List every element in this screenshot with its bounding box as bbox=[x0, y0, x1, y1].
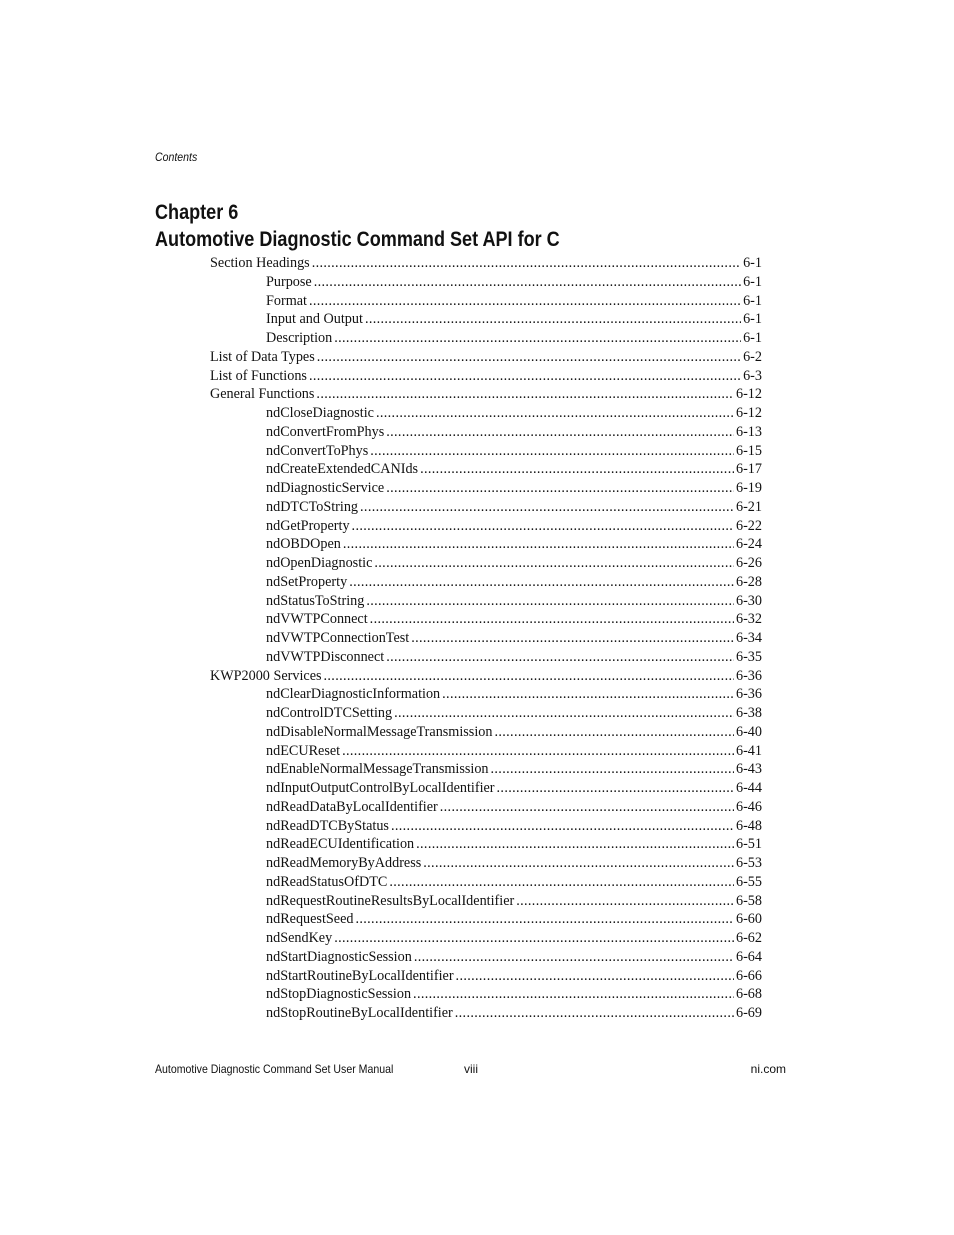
toc-entry-page: 6-2 bbox=[743, 348, 762, 365]
toc-entry-title: ndReadDTCByStatus bbox=[266, 817, 389, 834]
toc-entry-page: 6-64 bbox=[735, 948, 762, 965]
toc-entry-page: 6-12 bbox=[735, 405, 762, 421]
toc-entry-page: 6-36 bbox=[735, 667, 762, 684]
toc-entry-title: ndRequestRoutineResultsByLocalIdentifier bbox=[266, 892, 515, 909]
toc-dot-leader bbox=[365, 310, 741, 328]
toc-entry[interactable] bbox=[266, 910, 762, 928]
toc-entry[interactable] bbox=[266, 273, 762, 291]
toc-entry-title: ndRequestSeed bbox=[266, 911, 354, 928]
toc-entry-title: ndReadStatusOfDTC bbox=[266, 873, 388, 890]
toc-entry[interactable] bbox=[266, 892, 762, 910]
toc-entry-page: 6-17 bbox=[735, 461, 762, 478]
toc-dot-leader bbox=[370, 610, 734, 628]
toc-entry[interactable] bbox=[266, 423, 762, 441]
toc-dot-leader bbox=[497, 779, 734, 797]
toc-entry-title: ndGetProperty bbox=[266, 517, 350, 534]
toc-dot-leader bbox=[391, 817, 734, 835]
toc-entry[interactable] bbox=[266, 629, 762, 647]
toc-dot-leader bbox=[516, 892, 734, 910]
toc-entry-page: 6-28 bbox=[735, 573, 762, 590]
toc-entry[interactable] bbox=[266, 835, 762, 853]
toc-entry-title: ndVWTPConnectionTest bbox=[266, 630, 410, 646]
toc-entry-title: ndStartRoutineByLocalIdentifier bbox=[266, 967, 454, 984]
toc-entry-page: 6-44 bbox=[735, 780, 762, 796]
toc-dot-leader bbox=[309, 367, 741, 385]
toc-dot-leader bbox=[423, 854, 734, 872]
toc-entry-title: ndOBDOpen bbox=[266, 536, 341, 553]
toc-entry[interactable] bbox=[210, 385, 762, 403]
toc-entry-title: ndStatusToString bbox=[266, 592, 365, 609]
toc-entry-page: 6-46 bbox=[735, 798, 762, 815]
toc-entry-page: 6-26 bbox=[735, 555, 762, 571]
toc-entry-title: Format bbox=[266, 292, 307, 309]
toc-entry[interactable] bbox=[266, 554, 762, 572]
toc-dot-leader bbox=[456, 967, 734, 985]
toc-entry-page: 6-19 bbox=[735, 480, 762, 496]
toc-entry-page: 6-48 bbox=[735, 817, 762, 834]
toc-entry-page: 6-1 bbox=[743, 330, 762, 346]
toc-entry[interactable] bbox=[266, 798, 762, 816]
toc-entry[interactable] bbox=[266, 535, 762, 553]
toc-entry-page: 6-30 bbox=[735, 592, 762, 609]
toc-dot-leader bbox=[374, 554, 734, 572]
toc-entry-title: ndCloseDiagnostic bbox=[266, 405, 374, 421]
toc-entry-title: ndReadECUIdentification bbox=[266, 836, 415, 853]
toc-entry-page: 6-1 bbox=[743, 292, 762, 309]
toc-entry-page: 6-51 bbox=[735, 836, 762, 853]
toc-entry[interactable] bbox=[210, 367, 762, 385]
toc-entry-page: 6-66 bbox=[735, 967, 762, 984]
toc-entry-title: ndInputOutputControlByLocalIdentifier bbox=[266, 780, 495, 796]
running-header: Contents bbox=[155, 150, 198, 164]
toc-entry[interactable] bbox=[210, 667, 762, 685]
toc-entry[interactable] bbox=[266, 723, 762, 741]
toc-entry-page: 6-36 bbox=[735, 686, 762, 703]
toc-entry-title: Description bbox=[266, 330, 333, 346]
toc-entry-title: ndConvertFromPhys bbox=[266, 423, 385, 440]
toc-dot-leader bbox=[343, 535, 734, 553]
toc-dot-leader bbox=[389, 873, 734, 891]
toc-entry-page: 6-15 bbox=[735, 442, 762, 459]
toc-dot-leader bbox=[334, 329, 741, 347]
toc-dot-leader bbox=[414, 948, 734, 966]
toc-entry-page: 6-38 bbox=[735, 705, 762, 721]
toc-dot-leader bbox=[376, 404, 734, 422]
toc-entry-page: 6-21 bbox=[735, 498, 762, 515]
toc-entry-page: 6-34 bbox=[735, 630, 762, 646]
toc-entry-title: Section Headings bbox=[210, 255, 310, 271]
toc-entry[interactable] bbox=[266, 404, 762, 422]
toc-entry-page: 6-60 bbox=[735, 911, 762, 928]
toc-entry-title: KWP2000 Services bbox=[210, 667, 322, 684]
chapter-title bbox=[155, 199, 560, 253]
toc-entry-title: Input and Output bbox=[266, 311, 363, 328]
toc-entry-title: ndOpenDiagnostic bbox=[266, 555, 373, 571]
toc-entry[interactable] bbox=[266, 742, 762, 760]
toc-entry[interactable] bbox=[266, 648, 762, 666]
toc-entry-page: 6-22 bbox=[735, 517, 762, 534]
toc-entry-page: 6-1 bbox=[743, 273, 762, 290]
toc-entry-page: 6-3 bbox=[743, 367, 762, 384]
toc-entry-page: 6-62 bbox=[735, 930, 762, 946]
toc-entry[interactable] bbox=[266, 573, 762, 591]
toc-entry-title: ndStopDiagnosticSession bbox=[266, 986, 412, 1003]
toc-dot-leader bbox=[386, 648, 734, 666]
toc-entry-page: 6-1 bbox=[743, 255, 762, 271]
toc-entry-title: List of Functions bbox=[210, 367, 307, 384]
toc-entry-title: ndConvertToPhys bbox=[266, 442, 369, 459]
toc-entry-title: ndStopRoutineByLocalIdentifier bbox=[266, 1005, 453, 1021]
toc-entry[interactable] bbox=[266, 460, 762, 478]
toc-entry-title: Purpose bbox=[266, 273, 312, 290]
toc-entry[interactable] bbox=[266, 854, 762, 872]
toc-entry-title: ndCreateExtendedCANIds bbox=[266, 461, 419, 478]
toc-entry[interactable] bbox=[210, 348, 762, 366]
chapter-name: Automotive Diagnostic Command Set API for C bbox=[155, 228, 560, 251]
toc-entry[interactable] bbox=[266, 292, 762, 310]
toc-entry-page: 6-35 bbox=[735, 648, 762, 665]
toc-dot-leader bbox=[394, 704, 734, 722]
toc-dot-leader bbox=[370, 442, 734, 460]
toc-dot-leader bbox=[312, 254, 741, 272]
toc-entry-title: ndReadDataByLocalIdentifier bbox=[266, 798, 438, 815]
toc-entry[interactable] bbox=[266, 610, 762, 628]
toc-entry-title: ndVWTPConnect bbox=[266, 611, 368, 628]
toc-entry-page: 6-32 bbox=[735, 611, 762, 628]
chapter-number: Chapter 6 bbox=[155, 201, 239, 224]
footer-manual-title: Automotive Diagnostic Command Set User Manual bbox=[155, 1062, 394, 1076]
toc-dot-leader bbox=[334, 929, 734, 947]
toc-entry[interactable] bbox=[266, 948, 762, 966]
toc-dot-leader bbox=[413, 985, 734, 1003]
toc-dot-leader bbox=[386, 479, 734, 497]
toc-entry-title: General Functions bbox=[210, 386, 315, 403]
toc-entry[interactable] bbox=[266, 873, 762, 891]
toc-entry-page: 6-55 bbox=[735, 873, 762, 890]
toc-dot-leader bbox=[355, 910, 734, 928]
toc-entry[interactable] bbox=[266, 817, 762, 835]
toc-entry-page: 6-40 bbox=[735, 723, 762, 740]
toc-entry-page: 6-41 bbox=[735, 742, 762, 759]
toc-dot-leader bbox=[416, 835, 734, 853]
toc-dot-leader bbox=[316, 385, 734, 403]
toc-entry-page: 6-58 bbox=[735, 892, 762, 909]
toc-dot-leader bbox=[317, 348, 741, 366]
toc-entry[interactable] bbox=[266, 592, 762, 610]
toc-entry-title: ndSetProperty bbox=[266, 573, 348, 590]
toc-dot-leader bbox=[411, 629, 734, 647]
toc-entry-title: ndECUReset bbox=[266, 742, 341, 759]
toc-dot-leader bbox=[314, 273, 741, 291]
toc-entry-title: ndClearDiagnosticInformation bbox=[266, 686, 441, 703]
toc-entry[interactable] bbox=[266, 704, 762, 722]
toc-dot-leader bbox=[366, 592, 734, 610]
toc-entry[interactable] bbox=[266, 442, 762, 460]
toc-entry[interactable] bbox=[266, 685, 762, 703]
toc-entry[interactable] bbox=[266, 329, 762, 347]
toc-dot-leader bbox=[360, 498, 734, 516]
toc-dot-leader bbox=[352, 517, 734, 535]
toc-entry[interactable] bbox=[266, 967, 762, 985]
toc-entry-title: ndDisableNormalMessageTransmission bbox=[266, 723, 493, 740]
toc-entry-page: 6-13 bbox=[735, 423, 762, 440]
footer-website: ni.com bbox=[750, 1062, 786, 1076]
toc-entry[interactable] bbox=[266, 517, 762, 535]
toc-entry-page: 6-1 bbox=[743, 311, 762, 328]
toc-entry-title: List of Data Types bbox=[210, 348, 315, 365]
toc-dot-leader bbox=[420, 460, 734, 478]
toc-dot-leader bbox=[494, 723, 734, 741]
toc-entry[interactable] bbox=[266, 779, 762, 797]
toc-dot-leader bbox=[349, 573, 734, 591]
toc-entry-page: 6-69 bbox=[735, 1005, 762, 1021]
toc-entry-page: 6-43 bbox=[735, 761, 762, 778]
toc-dot-leader bbox=[442, 685, 734, 703]
toc-entry-title: ndDTCToString bbox=[266, 498, 359, 515]
toc-dot-leader bbox=[386, 423, 734, 441]
toc-dot-leader bbox=[342, 742, 734, 760]
toc-dot-leader bbox=[309, 292, 741, 310]
toc-entry-page: 6-68 bbox=[735, 986, 762, 1003]
toc-entry-page: 6-24 bbox=[735, 536, 762, 553]
toc-entry[interactable] bbox=[210, 254, 762, 272]
toc-entry[interactable] bbox=[266, 929, 762, 947]
toc-entry-title: ndDiagnosticService bbox=[266, 480, 385, 496]
toc-entry-title: ndReadMemoryByAddress bbox=[266, 855, 422, 871]
toc-entry-title: ndControlDTCSetting bbox=[266, 705, 393, 721]
toc-entry-page: 6-53 bbox=[735, 855, 762, 871]
toc-entry[interactable] bbox=[266, 479, 762, 497]
footer-page-number: viii bbox=[464, 1062, 478, 1076]
toc-entry[interactable] bbox=[266, 1004, 762, 1022]
toc-entry[interactable] bbox=[266, 498, 762, 516]
toc-entry-title: ndSendKey bbox=[266, 930, 333, 946]
toc-dot-leader bbox=[324, 667, 734, 685]
toc-entry-page: 6-12 bbox=[735, 386, 762, 403]
toc-entry-title: ndEnableNormalMessageTransmission bbox=[266, 761, 489, 778]
toc-dot-leader bbox=[455, 1004, 734, 1022]
toc-entry-title: ndStartDiagnosticSession bbox=[266, 948, 412, 965]
toc-entry[interactable] bbox=[266, 985, 762, 1003]
toc-entry-title: ndVWTPDisconnect bbox=[266, 648, 385, 665]
toc-dot-leader bbox=[440, 798, 734, 816]
toc-entry[interactable] bbox=[266, 310, 762, 328]
toc-entry[interactable] bbox=[266, 760, 762, 778]
toc-dot-leader bbox=[491, 760, 734, 778]
